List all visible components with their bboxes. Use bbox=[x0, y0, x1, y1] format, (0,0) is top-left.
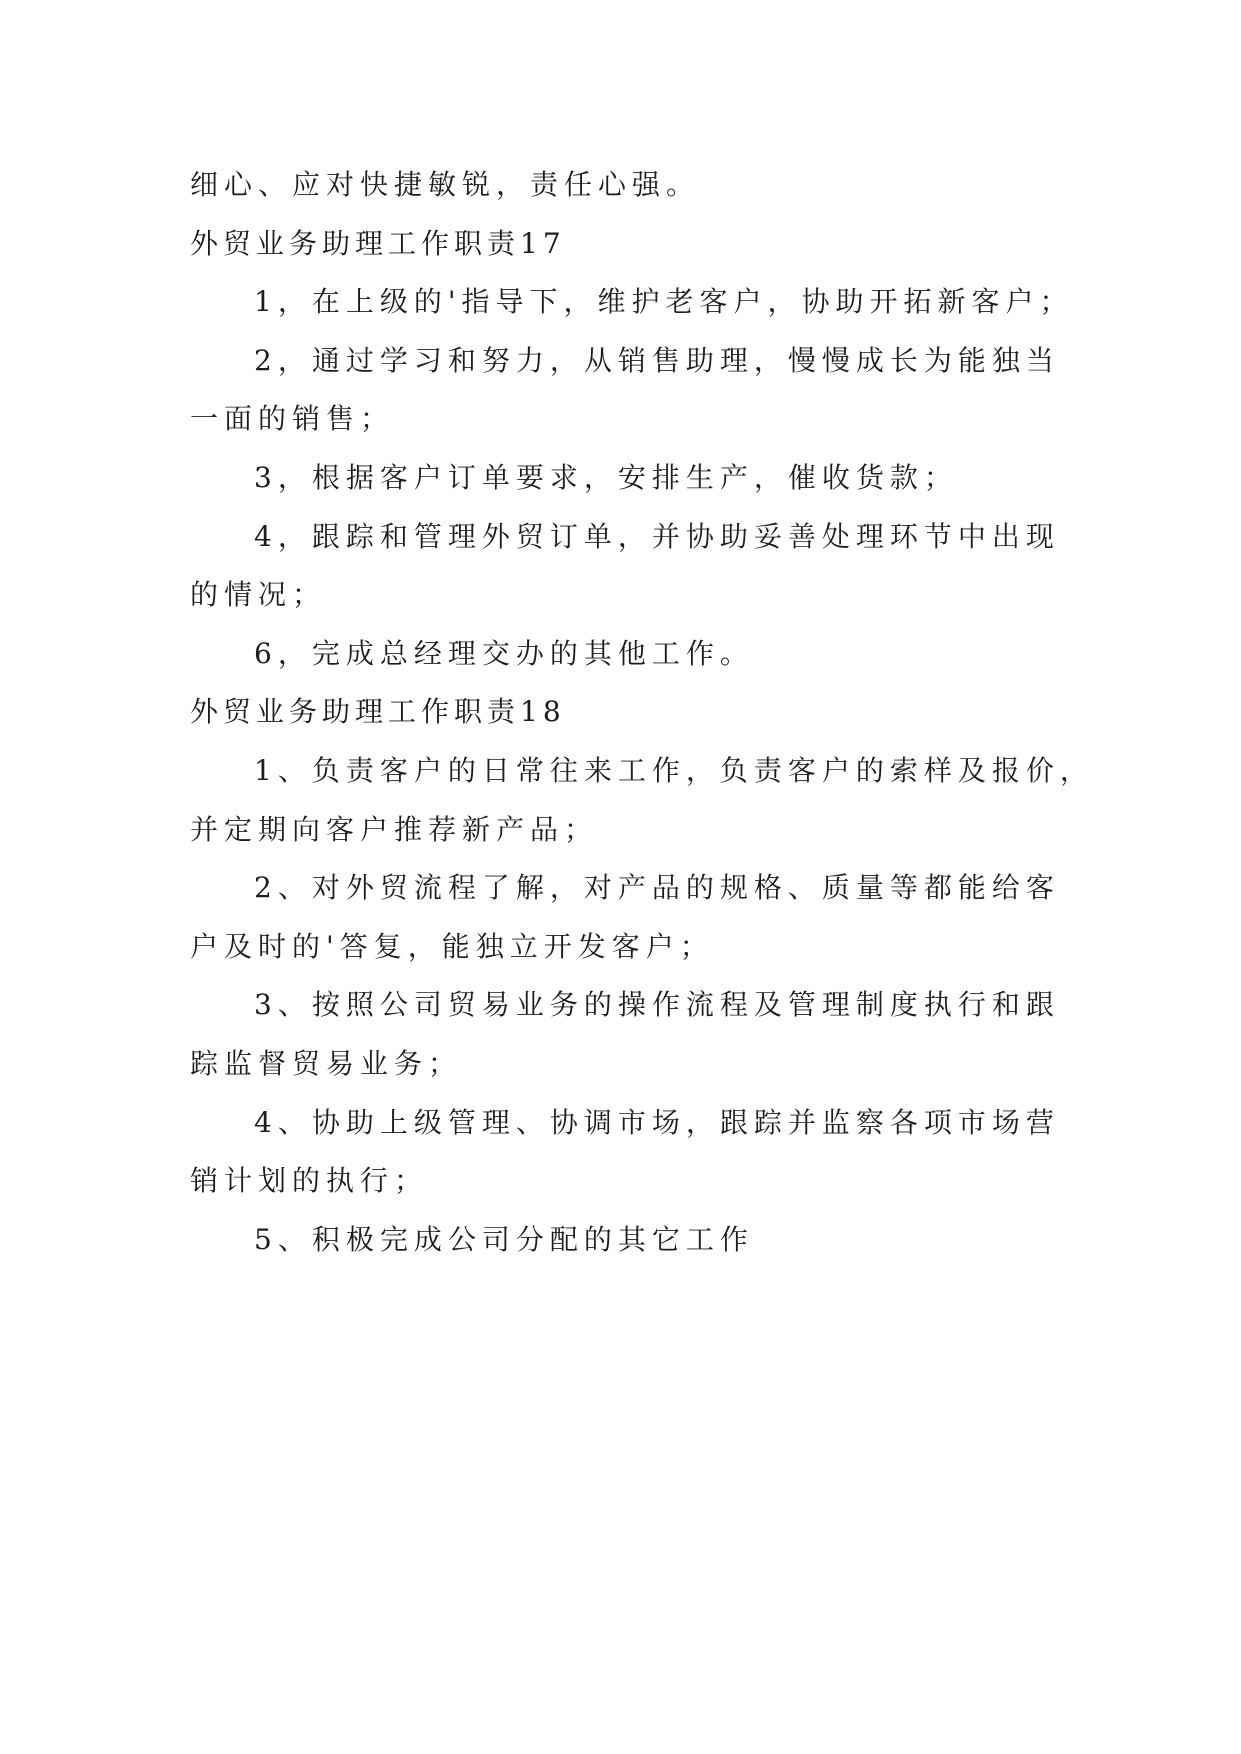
list-item bbox=[190, 625, 1190, 684]
list-item bbox=[190, 273, 1190, 332]
list-item bbox=[190, 1094, 1190, 1211]
section-17 bbox=[190, 215, 1190, 684]
item-line: 1、负责客户的日常往来工作，负责客户的索样及报价， bbox=[254, 753, 1094, 787]
item-line: 6，完成总经理交办的其他工作。 bbox=[254, 636, 754, 670]
list-item bbox=[190, 859, 1190, 976]
document-body bbox=[190, 156, 1190, 1269]
section-18 bbox=[190, 683, 1190, 1269]
item-line: 2、对外贸流程了解，对产品的规格、质量等都能给客 bbox=[254, 871, 1060, 905]
item-line: 一面的销售； bbox=[190, 402, 395, 436]
item-line: 并定期向客户推荐新产品； bbox=[190, 812, 599, 846]
item-line: 5、积极完成公司分配的其它工作 bbox=[254, 1222, 754, 1256]
list-item bbox=[190, 508, 1190, 625]
intro-tail-line: 细心、应对快捷敏锐，责任心强。 bbox=[190, 168, 701, 201]
section-heading: 外贸业务助理工作职责17 bbox=[190, 226, 566, 260]
item-line: 踪监督贸易业务； bbox=[190, 1046, 463, 1080]
item-line: 2，通过学习和努力，从销售助理，慢慢成长为能独当 bbox=[254, 343, 1060, 377]
item-line: 的情况； bbox=[190, 578, 327, 612]
item-line: 户及时的'答复，能独立开发客户； bbox=[190, 929, 714, 963]
item-line: 1，在上级的'指导下，维护老客户，协助开拓新客户； bbox=[254, 285, 1074, 319]
list-item bbox=[190, 1211, 1190, 1270]
item-line: 3，根据客户订单要求，安排生产，催收货款； bbox=[254, 460, 958, 494]
list-item bbox=[190, 332, 1190, 449]
list-item bbox=[190, 449, 1190, 508]
item-line: 4，跟踪和管理外贸订单，并协助妥善处理环节中出现 bbox=[254, 519, 1060, 553]
list-item bbox=[190, 976, 1190, 1093]
item-line: 销计划的执行； bbox=[190, 1164, 429, 1198]
list-item bbox=[190, 742, 1190, 859]
item-line: 3、按照公司贸易业务的操作流程及管理制度执行和跟 bbox=[254, 988, 1060, 1022]
item-line: 4、协助上级管理、协调市场，跟踪并监察各项市场营 bbox=[254, 1105, 1060, 1139]
section-heading: 外贸业务助理工作职责18 bbox=[190, 695, 566, 729]
